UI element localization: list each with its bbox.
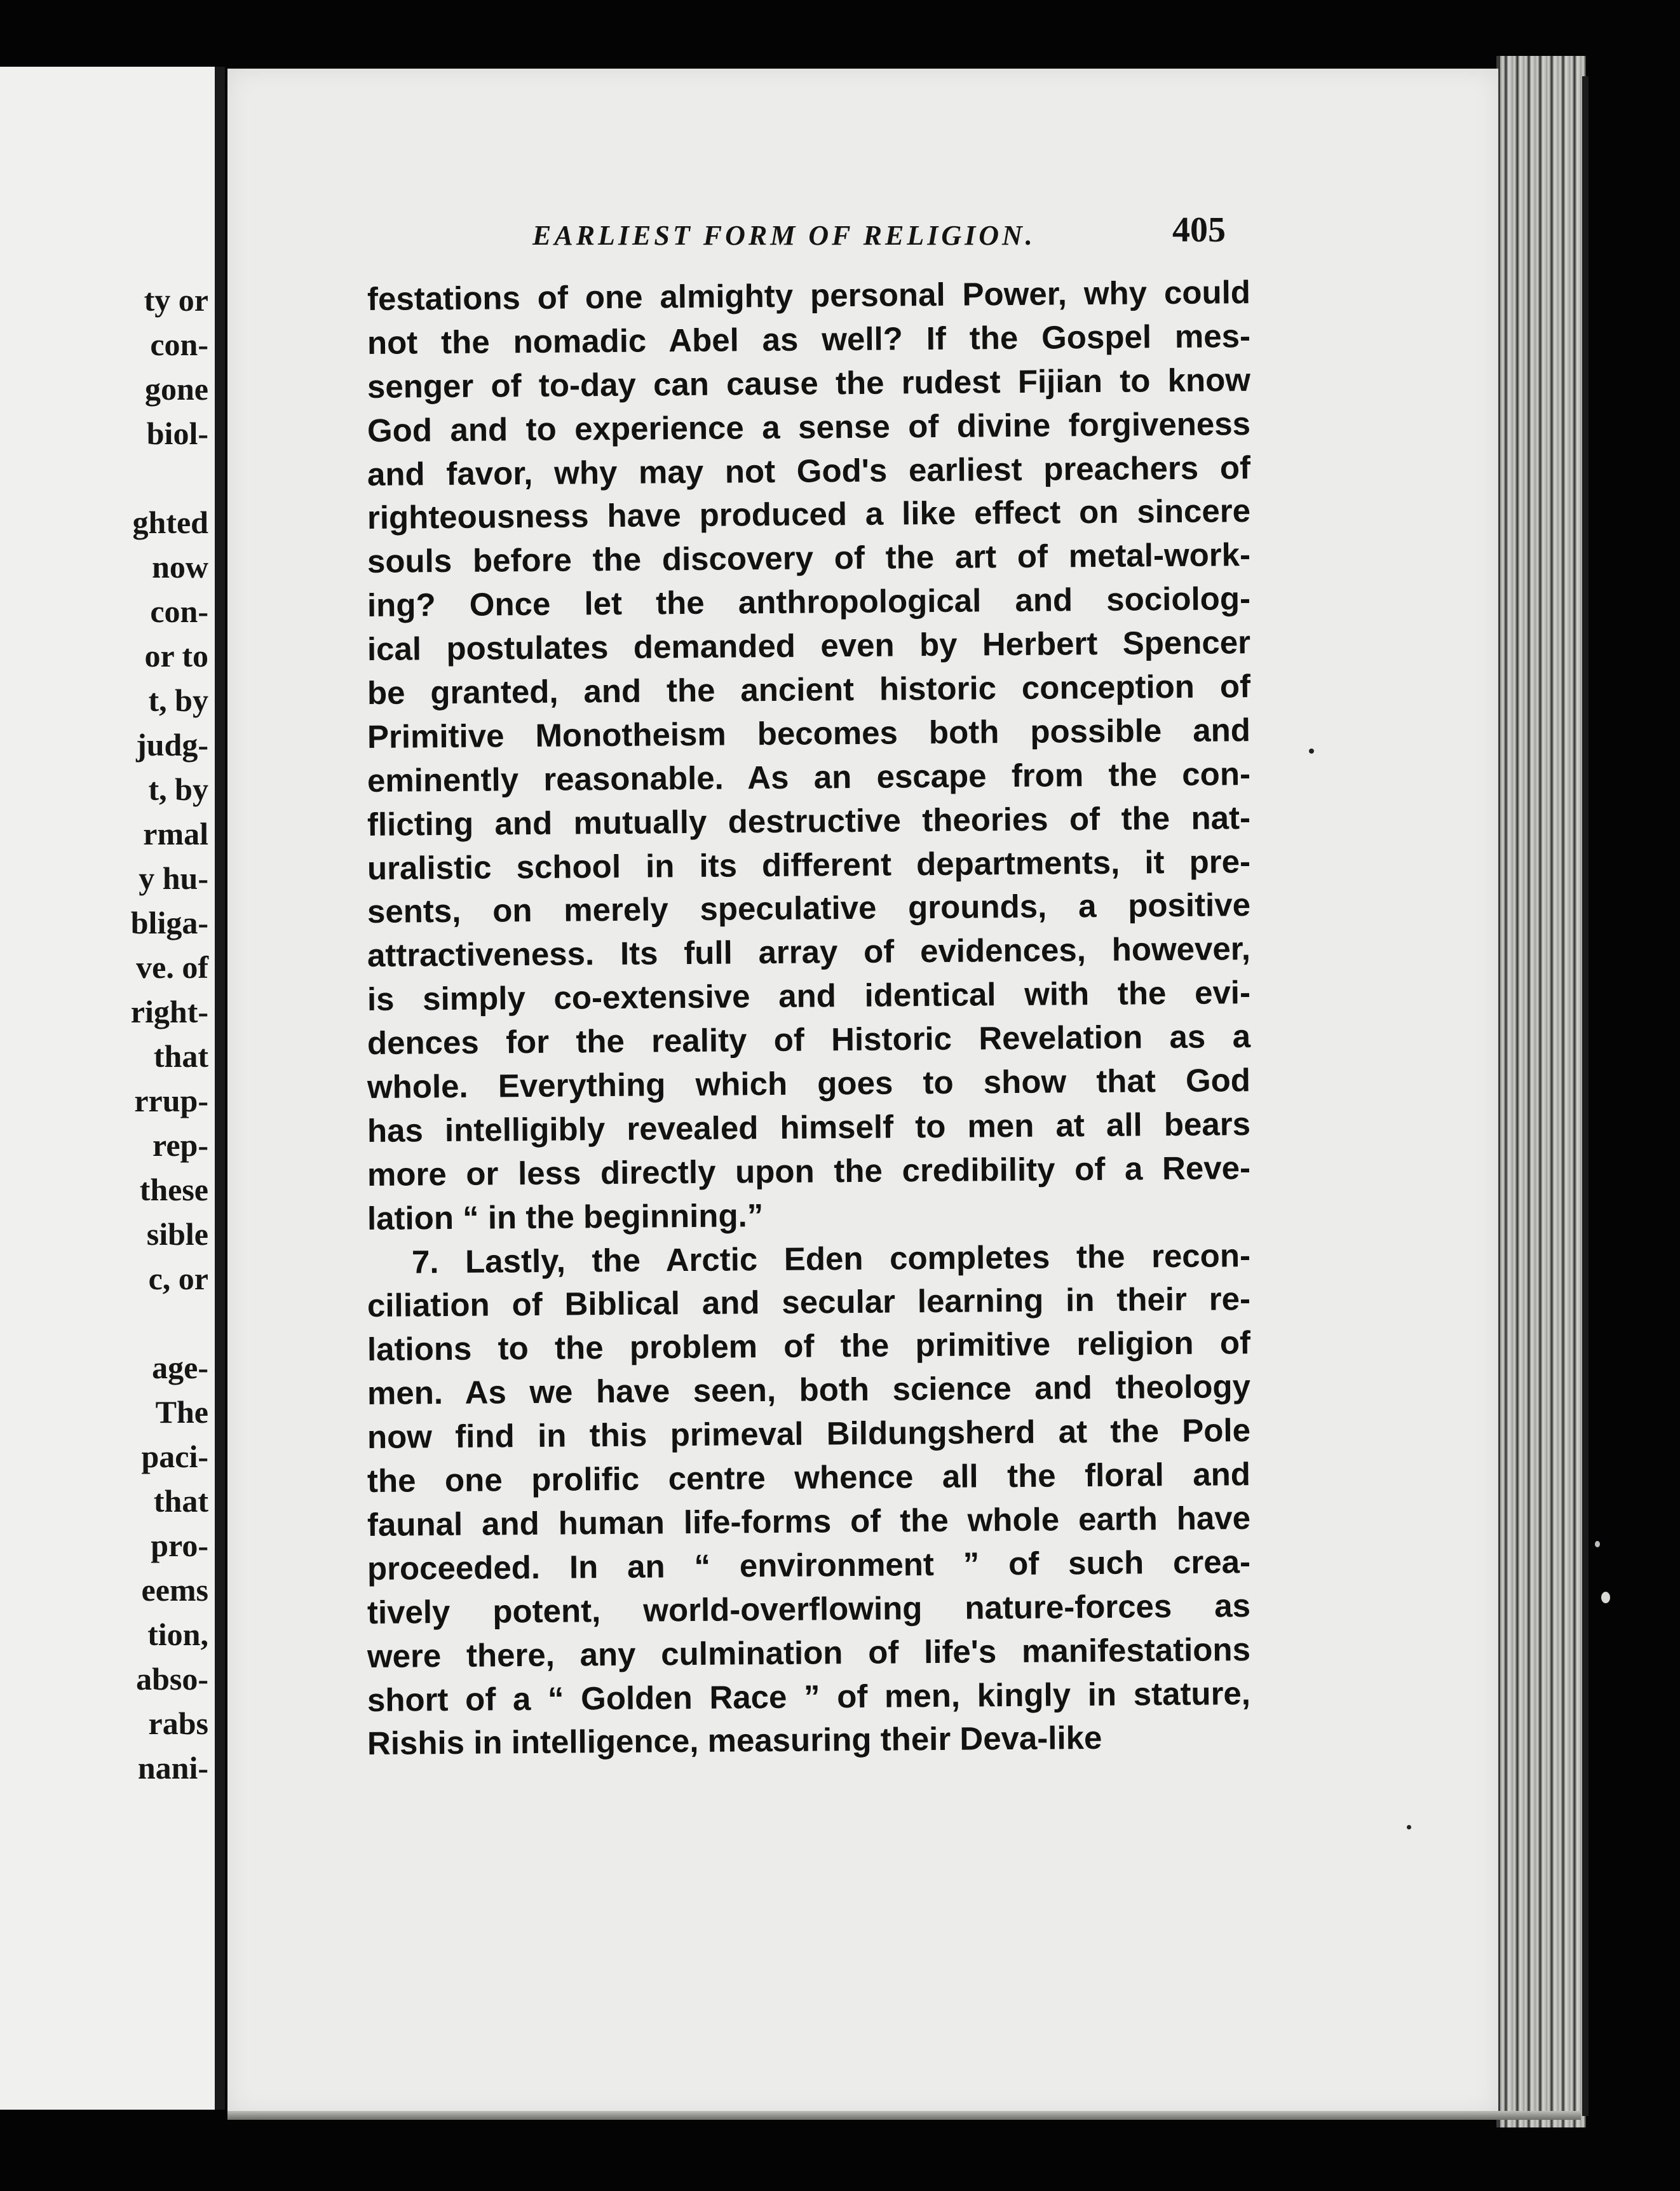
text-line: faunal and human life-forms of the whole earth have [367, 1500, 1251, 1543]
previous-page-line: that [153, 1483, 208, 1519]
page-number: 405 [1172, 210, 1226, 250]
text-line: tively potent, world-overflowing nature-forces as [367, 1587, 1251, 1631]
text-line: Primitive Monotheism becomes both possible and [367, 711, 1251, 755]
text-line: uralistic school in its different departments, it pre- [367, 843, 1251, 886]
previous-page-line: t, by [148, 771, 208, 807]
previous-page-line: con- [150, 327, 208, 362]
text-line: festations of one almighty personal Power, why could [367, 274, 1251, 317]
text-line: sents, on merely speculative grounds, a positive [367, 886, 1251, 930]
text-line: were there, any culmination of life's manifestations [367, 1631, 1251, 1674]
text-line: souls before the discovery of the art of metal-work- [367, 536, 1251, 580]
previous-page-line: gone [145, 371, 208, 407]
text-line: God and to experience a sense of divine forgiveness [367, 405, 1251, 449]
text-line: is simply co-extensive and identical with the evi- [367, 974, 1251, 1018]
previous-page-line: con- [150, 594, 208, 629]
scan-speck [1595, 1541, 1600, 1547]
text-line: lation “ in the beginning.” [367, 1197, 764, 1237]
scan-speck [1309, 749, 1314, 754]
previous-page-line: that [153, 1038, 208, 1074]
page-edge-shadow [1582, 76, 1589, 2116]
previous-page-line [131, 1301, 208, 1345]
text-line: attractiveness. Its full array of evidences, however, [367, 930, 1251, 974]
previous-page-line: ty or [144, 282, 208, 318]
previous-page-line: bliga- [130, 905, 208, 940]
previous-page-line: sible [146, 1216, 208, 1252]
text-line: and favor, why may not God's earliest preachers of [367, 449, 1251, 492]
previous-page-line: these [139, 1172, 208, 1207]
page-bottom-edge [227, 2111, 1581, 2120]
previous-page-line: age- [152, 1350, 208, 1385]
previous-page-line: ve. of [136, 949, 208, 985]
previous-page-line: t, by [148, 682, 208, 718]
page-body-text [367, 274, 1251, 1766]
text-line: righteousness have produced a like effect on sincere [367, 492, 1251, 536]
text-line: dences for the reality of Historic Revelation as a [367, 1018, 1251, 1062]
text-line: proceeded. In an “ environment ” of such crea- [367, 1543, 1251, 1587]
text-line: Rishis in intelligence, measuring their Deva-like [367, 1720, 1102, 1762]
previous-page-lines [131, 278, 208, 1790]
text-line: now find in this primeval Bildungsherd at the Pole [367, 1412, 1251, 1456]
previous-page-line: ghted [132, 505, 208, 540]
text-line: ical postulates demanded even by Herbert Spencer [367, 624, 1251, 668]
text-line: short of a “ Golden Race ” of men, kingly in stature, [367, 1674, 1251, 1718]
previous-page-line: rep- [152, 1127, 208, 1163]
previous-page-fragment [0, 67, 225, 2110]
previous-page-line [131, 456, 208, 500]
previous-page-line: rmal [143, 816, 208, 851]
previous-page-line: pro- [151, 1528, 208, 1563]
text-line: 7. Lastly, the Arctic Eden completes the recon- [411, 1237, 1251, 1280]
text-line: whole. Everything which goes to show that God [367, 1062, 1251, 1106]
previous-page-line: right- [130, 994, 208, 1029]
previous-page-line: now [152, 549, 208, 585]
text-line: lations to the problem of the primitive religion of [367, 1324, 1251, 1368]
scan-speck [1407, 1825, 1411, 1829]
text-line: flicting and mutually destructive theories of the nat- [367, 799, 1251, 843]
text-line: be granted, and the ancient historic conception of [367, 668, 1251, 712]
previous-page-line: The [155, 1394, 208, 1430]
previous-page-line: biol- [146, 416, 208, 451]
previous-page-line: nani- [137, 1750, 208, 1786]
scan-speck [1601, 1592, 1610, 1603]
running-head: EARLIEST FORM OF RELIGION. [532, 220, 1036, 251]
text-line: men. As we have seen, both science and theology [367, 1368, 1251, 1412]
previous-page-line: rrup- [134, 1083, 208, 1118]
previous-page-line: paci- [141, 1439, 208, 1474]
previous-page-line: judg- [136, 727, 208, 763]
previous-page-line: y hu- [139, 860, 208, 896]
previous-page-line: or to [144, 638, 208, 674]
previous-page-line: tion, [147, 1617, 208, 1652]
text-line: senger of to-day can cause the rudest Fijian to know [367, 361, 1251, 405]
previous-page-line: abso- [136, 1661, 208, 1697]
text-line: not the nomadic Abel as well? If the Gospel mes- [367, 317, 1251, 361]
text-line: ciliation of Biblical and secular learning in their re- [367, 1280, 1251, 1324]
text-line: more or less directly upon the credibility of a Reve- [367, 1149, 1251, 1193]
text-line: the one prolific centre whence all the floral and [367, 1456, 1251, 1500]
text-line: eminently reasonable. As an escape from the con- [367, 755, 1251, 799]
previous-page-line: rabs [148, 1706, 208, 1741]
text-line: has intelligibly revealed himself to men at all bears [367, 1106, 1251, 1149]
text-line: ing? Once let the anthropological and sociolog- [367, 580, 1251, 624]
previous-page-line: c, or [148, 1261, 208, 1296]
page-edges [1496, 56, 1586, 2127]
previous-page-line: eems [141, 1572, 208, 1608]
